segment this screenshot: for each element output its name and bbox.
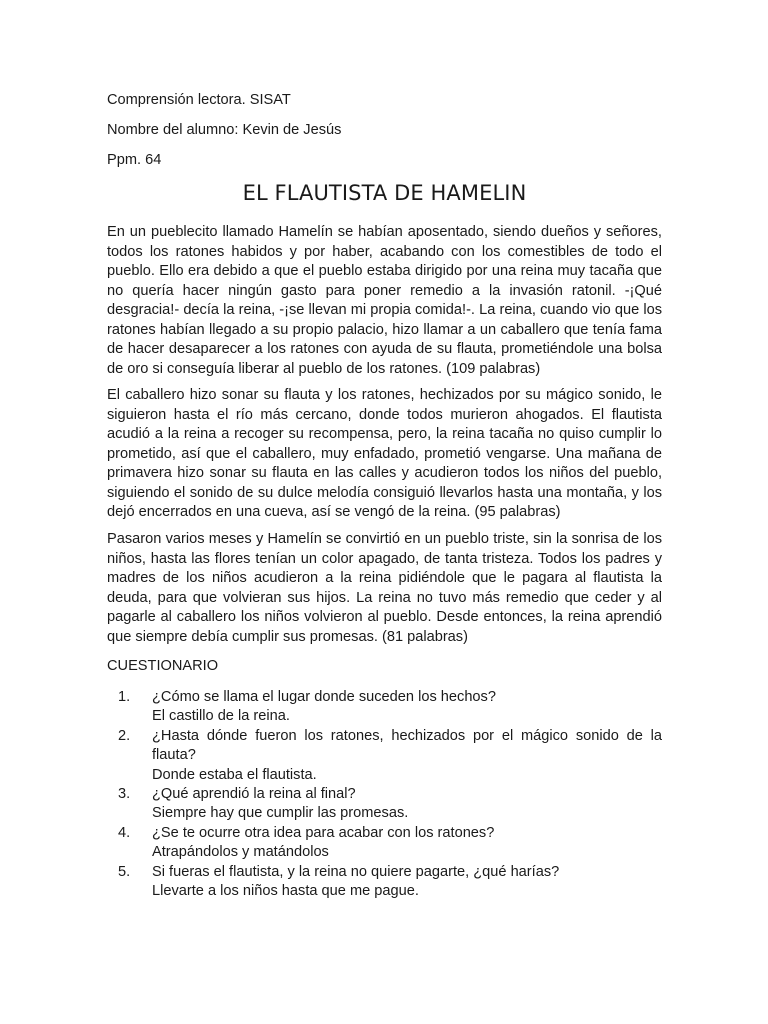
question-text: Si fueras el flautista, y la reina no quiere pagarte, ¿qué harías? (152, 863, 560, 880)
question-number: 3. (118, 786, 131, 803)
document-subject: Comprensión lectora. SISAT (107, 92, 291, 108)
story-paragraph: Pasaron varios meses y Hamelín se convirtió en un pueblo triste, sin la sonrisa de los niños, hasta las flores tenían un color apagado, de tanta tristeza. Todos los padres y madres de los niños acudieron a la reina pidiéndole que le pagara al flautista la deuda, para que volvieran sus hijos. La reina no tuvo más remedio que ceder y al pagarle al caballero los niños volvieron al pueblo. Desde entonces, la reina aprendió que siempre debía cumplir sus promesas. (81 palabras) (107, 531, 662, 645)
question-item (107, 785, 662, 824)
question-number: 2. (118, 727, 131, 744)
question-list (107, 688, 662, 901)
question-number: 4. (118, 824, 131, 841)
question-text: ¿Qué aprendió la reina al final? (152, 786, 356, 803)
student-name-line: Nombre del alumno: Kevin de Jesús (107, 122, 342, 138)
question-text: ¿Cómo se llama el lugar donde suceden los hechos? (152, 689, 496, 705)
answer-text: El castillo de la reina. (152, 708, 290, 725)
question-number: 1. (118, 689, 131, 705)
story-paragraph: El caballero hizo sonar su flauta y los ratones, hechizados por su mágico sonido, le siguieron hasta el río más cercano, donde todos murieron ahogados. El flautista acudió a la reina a recoger su recompensa, pero, la reina tacaña no quiso cumplir lo prometido, así que el caballero, muy enfadado, prometió vengarse. Una mañana de primavera hizo sonar su flauta en las calles y acudieron todos los niños del pueblo, siguiendo el sonido de su dulce melodía consiguió llevarlos hasta una montaña, y los dejó encerrados en una cueva, así se vengó de la reina. (95 palabras) (107, 387, 662, 520)
answer-text: Atrapándolos y matándolos (152, 844, 329, 861)
question-item (107, 727, 662, 785)
words-per-minute: Ppm. 64 (107, 152, 162, 168)
answer-text: Siempre hay que cumplir las promesas. (152, 805, 409, 822)
answer-text: Donde estaba el flautista. (152, 766, 317, 783)
answer-text: Llevarte a los niños hasta que me pague. (152, 883, 419, 900)
question-number: 5. (118, 863, 131, 880)
question-text: ¿Se te ocurre otra idea para acabar con los ratones? (152, 824, 495, 841)
story-title: EL FLAUTISTA DE HAMELIN (242, 181, 527, 205)
question-item (107, 688, 662, 727)
question-text: ¿Hasta dónde fueron los ratones, hechizados por el mágico sonido de la flauta? (152, 727, 662, 764)
questionnaire-heading: CUESTIONARIO (107, 658, 219, 674)
story-paragraph: En un pueblecito llamado Hamelín se habían aposentado, siendo dueños y señores, todos los ratones habidos y por haber, acabando con los comestibles de todo el pueblo. Ello era debido a que el pueblo estaba dirigido por una reina muy tacaña que no quería hacer ningún gasto para poner remedio a la invasión ratonil. -¡Qué desgracia!- decía la reina, -¡se llevan mi propia comida!-. La reina, cuando vio que los ratones habían llegado a su propio palacio, hizo llamar a un caballero que tenía fama de hacer desaparecer a los ratones con ayuda de su flauta, prometiéndole una bolsa de oro si conseguía liberar al pueblo de los ratones. (109 palabras) (107, 224, 662, 377)
question-item (107, 863, 662, 902)
question-item (107, 824, 662, 863)
